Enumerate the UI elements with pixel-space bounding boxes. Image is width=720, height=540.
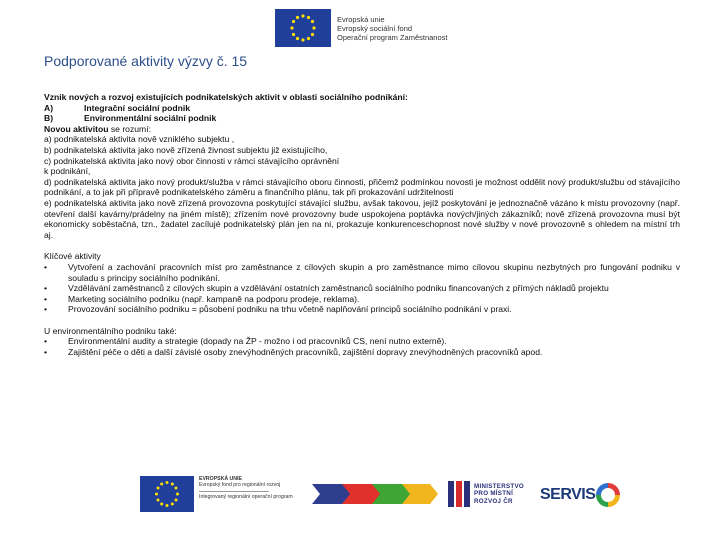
environmental-heading: U environmentálního podniku také:: [44, 325, 177, 336]
page-title: Podporované aktivity výzvy č. 15: [44, 53, 248, 69]
eu-logo-text: Evropská unie Evropský sociální fond Operační program Zaměstnanost: [337, 14, 448, 42]
list-item: • Provozování sociálního podniku = působení podniku na trhu včetně naplňování principů sociálního podnikání v praxi.: [44, 304, 512, 315]
ministry-text: MINISTERSTVO PRO MÍSTNÍ ROZVOJ ČR: [474, 483, 525, 505]
list-item: • Environmentální audity a strategie (dopady na ŽP - možno i od pracovníků CS, není nutno externě).: [44, 336, 447, 347]
definition-item: d) podnikatelská aktivita jako nový produkt/služba v rámci stávajícího oboru činnosti, přičemž podmínkou novosti je možnost oddělit nový produkt/službu od stávajícího podnikání, a to jak při přípravě podnikatelského záměru a finančního plánu, tak při prokazování udržitelnosti: [44, 176, 680, 198]
definition-item: e) podnikatelská aktivita jako nově zřízená provozovna poskytující stávající službu, avšak takovou, jejíž poskytování je jednoznačně vázáno k místu provozovny (např. otevření další kavárny/prádelny na jiném místě); zřízením nové provozovny bude uspokojena poptávka nových/jiných zákazníků; nově zřízená provozovna musí být ekonomicky soběstačná, tzn., žadatel zacílujé podnikatelský plán jen na ni, prokazuje konkurenceschopnost nové služby v nové provozovně s ohledem na místní trh aj.: [44, 197, 680, 240]
irop-arrows-icon: [312, 480, 440, 508]
servis-logo: [540, 478, 630, 512]
novelty-line: Novou aktivitou se rozumí:: [44, 123, 151, 134]
ministry-mark-icon: [448, 479, 470, 509]
list-item: • Vytvoření a zachování pracovních míst pro zaměstnance z cílových skupin a pro zaměstnance mimo cílovou skupinu nezbytných pro fungování podniku v souladu s principy sociálního podnikání.: [44, 261, 680, 283]
intro-heading: Vznik nových a rozvoj existujících podnikatelských aktivit v oblasti sociálního podnikání:: [44, 92, 408, 102]
list-item: A) Integrační sociální podnik: [44, 102, 191, 113]
list-item: • Zajištění péče o děti a další závislé osoby znevýhodněných pracovníků, zajištění dopravy znevýhodněných pracovníků apod.: [44, 347, 543, 358]
list-item: • Marketing sociálního podniku (např. kampaně na podporu prodeje, reklama).: [44, 293, 360, 304]
eu-flag-icon: [140, 476, 194, 512]
list-item: B) Environmentální sociální podnik: [44, 113, 217, 124]
definition-item: k podnikání,: [44, 166, 91, 177]
eu-flag-icon: [275, 9, 331, 47]
ministry-logo: [448, 476, 548, 512]
document-body: [44, 92, 680, 358]
eu-esf-logo: [275, 8, 475, 48]
list-item: • Vzdělávání zaměstnanců z cílových skupin a vzdělávání ostatních zaměstnanců sociálního podniku financovaných z přímých nákladů projektu: [44, 283, 609, 294]
key-activities-heading: Klíčové aktivity: [44, 251, 101, 262]
definition-item: b) podnikatelská aktivita jako nově zřízená živnost subjektu již existujícího,: [44, 144, 328, 155]
definition-item: a) podnikatelská aktivita nově vzniklého subjektu ,: [44, 134, 235, 145]
servis-logo-text: SERVIS: [540, 486, 596, 503]
eu-erdf-logo: [140, 476, 310, 512]
servis-circle-icon: [596, 483, 620, 507]
eu-erdf-text: EVROPSKÁ UNIE Evropský fond pro regionální rozvoj Integrovaný regionální operační program: [199, 476, 293, 500]
footer-logos: [140, 470, 596, 518]
definition-item: c) podnikatelská aktivita jako nový obor činnosti v rámci stávajícího oprávnění: [44, 155, 340, 166]
